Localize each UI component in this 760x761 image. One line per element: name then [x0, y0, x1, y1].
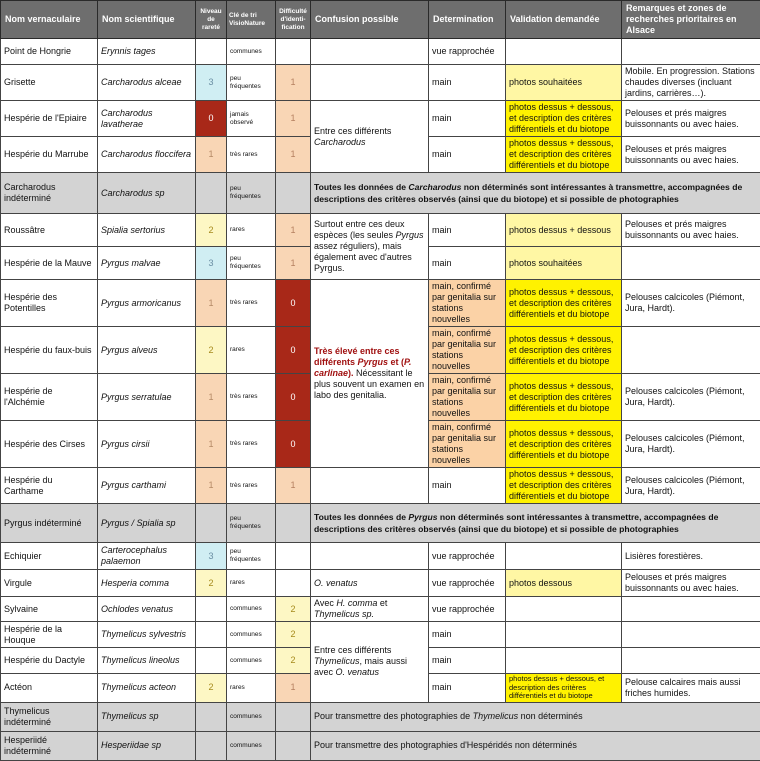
determination-cell: main [429, 674, 506, 703]
scientific-name: Thymelicus sp [98, 702, 196, 731]
header-difficulty: Difficulté d'identi-fication [276, 1, 311, 39]
scientific-name: Carcharodus sp [98, 173, 196, 214]
vernacular-name: Hespérie du Carthame [1, 468, 98, 504]
determination-cell: main [429, 648, 506, 674]
remarks-cell: Pelouse calcaires mais aussi friches humides. [622, 674, 760, 703]
determination-cell: main [429, 214, 506, 247]
header-rarity: Niveau de rareté [196, 1, 227, 39]
validation-cell [506, 543, 622, 570]
rarity-cell [196, 622, 227, 648]
rarity-cell [196, 173, 227, 214]
key-cell: peu fréquentes [227, 173, 276, 214]
validation-cell: photos dessous [506, 570, 622, 597]
determination-cell: main [429, 468, 506, 504]
vernacular-name: Echiquier [1, 543, 98, 570]
validation-cell: photos dessus + dessous, et description des critères différentiels et du biotope [506, 374, 622, 421]
rarity-cell: 2 [196, 674, 227, 703]
rarity-cell: 3 [196, 65, 227, 101]
confusion-cell: Avec H. comma et Thymelicus sp. [311, 597, 429, 622]
header-remarks: Remarques et zones de recherches prioritaires en Alsace [622, 1, 760, 39]
summary-note: Toutes les données de Carcharodus non déterminés sont intéressantes à transmettre, accompagnées de descriptions des critères observés (ainsi que du biotope) et si possible de photographies [311, 173, 760, 214]
key-cell: très rares [227, 374, 276, 421]
remarks-cell: Pelouses et prés maigres buissonnants ou avec haies. [622, 137, 760, 173]
key-cell: rares [227, 674, 276, 703]
difficulty-cell [276, 504, 311, 543]
table-row [1, 65, 760, 101]
vernacular-name: Point de Hongrie [1, 39, 98, 65]
vernacular-name: Roussâtre [1, 214, 98, 247]
vernacular-name: Hespérie des Cirses [1, 421, 98, 468]
table-row [1, 280, 760, 327]
confusion-cell: Entre ces différents Carcharodus [311, 101, 429, 173]
rarity-cell [196, 731, 227, 760]
table-row [1, 570, 760, 597]
rarity-cell: 3 [196, 247, 227, 280]
summary-note: Toutes les données de Pyrgus non déterminés sont intéressantes à transmettre, accompagnées de descriptions des critères observés (ainsi que du biotope) et si possible de photographies [311, 504, 760, 543]
difficulty-cell: 1 [276, 247, 311, 280]
confusion-cell: Entre ces différents Thymelicus, mais aussi avec O. venatus [311, 622, 429, 703]
scientific-name: Carcharodus floccifera [98, 137, 196, 173]
rarity-cell: 1 [196, 137, 227, 173]
scientific-name: Pyrgus armoricanus [98, 280, 196, 327]
difficulty-cell [276, 570, 311, 597]
vernacular-name: Hespérie des Potentilles [1, 280, 98, 327]
remarks-cell: Lisières forestières. [622, 543, 760, 570]
determination-cell: main, confirmé par genitalia sur stations nouvelles [429, 327, 506, 374]
scientific-name: Hesperiidae sp [98, 731, 196, 760]
determination-cell: main, confirmé par genitalia sur stations nouvelles [429, 421, 506, 468]
rarity-cell [196, 648, 227, 674]
confusion-cell [311, 39, 429, 65]
validation-cell: photos dessus + dessous, et description des critères différentiels et du biotope [506, 327, 622, 374]
vernacular-name: Hespérie de la Houque [1, 622, 98, 648]
scientific-name: Erynnis tages [98, 39, 196, 65]
key-cell: très rares [227, 421, 276, 468]
key-cell: communes [227, 622, 276, 648]
vernacular-name: Carcharodus indéterminé [1, 173, 98, 214]
key-cell: très rares [227, 280, 276, 327]
table-row [1, 702, 760, 731]
validation-cell [506, 597, 622, 622]
summary-note: Pour transmettre des photographies d'Hespéridés non déterminés [311, 731, 760, 760]
scientific-name: Pyrgus cirsii [98, 421, 196, 468]
key-cell: peu fréquentes [227, 504, 276, 543]
rarity-cell: 1 [196, 280, 227, 327]
determination-cell: main [429, 101, 506, 137]
difficulty-cell: 1 [276, 137, 311, 173]
validation-cell [506, 39, 622, 65]
validation-cell: photos dessus + dessous, et description des critères différentiels et du biotope [506, 101, 622, 137]
vernacular-name: Thymelicus indéterminé [1, 702, 98, 731]
validation-cell [506, 622, 622, 648]
remarks-cell: Pelouses et prés maigres buissonnants ou avec haies. [622, 101, 760, 137]
key-cell: rares [227, 327, 276, 374]
table-row [1, 173, 760, 214]
table-row [1, 214, 760, 247]
rarity-cell: 1 [196, 374, 227, 421]
table-row [1, 597, 760, 622]
vernacular-name: Hespérie de l'Epiaire [1, 101, 98, 137]
rarity-cell [196, 39, 227, 65]
difficulty-cell: 0 [276, 374, 311, 421]
vernacular-name: Pyrgus indéterminé [1, 504, 98, 543]
determination-cell: vue rapprochée [429, 39, 506, 65]
validation-cell: photos dessus + dessous, et description des critères différentiels et du biotope [506, 137, 622, 173]
difficulty-cell [276, 731, 311, 760]
key-cell: communes [227, 39, 276, 65]
table-row [1, 468, 760, 504]
header-validation: Validation demandée [506, 1, 622, 39]
validation-cell: photos souhaitées [506, 65, 622, 101]
table-row [1, 543, 760, 570]
key-cell: très rares [227, 137, 276, 173]
scientific-name: Thymelicus acteon [98, 674, 196, 703]
difficulty-cell: 1 [276, 214, 311, 247]
scientific-name: Thymelicus lineolus [98, 648, 196, 674]
difficulty-cell: 1 [276, 65, 311, 101]
key-cell: jamais observé [227, 101, 276, 137]
confusion-cell [311, 543, 429, 570]
remarks-cell: Pelouses et prés maigres buissonnants ou avec haies. [622, 570, 760, 597]
scientific-name: Pyrgus / Spialia sp [98, 504, 196, 543]
rarity-cell [196, 504, 227, 543]
remarks-cell: Pelouses calcicoles (Piémont, Jura, Hardt). [622, 421, 760, 468]
key-cell: peu fréquentes [227, 543, 276, 570]
difficulty-cell: 2 [276, 622, 311, 648]
difficulty-cell: 1 [276, 468, 311, 504]
difficulty-cell: 0 [276, 327, 311, 374]
confusion-cell: O. venatus [311, 570, 429, 597]
vernacular-name: Grisette [1, 65, 98, 101]
validation-cell: photos souhaitées [506, 247, 622, 280]
confusion-cell: Surtout entre ces deux espèces (les seules Pyrgus assez réguliers), mais également avec d'autres Pyrgus. [311, 214, 429, 280]
remarks-cell: Pelouses calcicoles (Piémont, Jura, Hardt). [622, 280, 760, 327]
vernacular-name: Hespérie du faux-buis [1, 327, 98, 374]
difficulty-cell: 0 [276, 421, 311, 468]
validation-cell: photos dessus + dessous, et description des critères différentiels et du biotope [506, 674, 622, 703]
scientific-name: Pyrgus carthami [98, 468, 196, 504]
vernacular-name: Hespérie de la Mauve [1, 247, 98, 280]
rarity-cell: 0 [196, 101, 227, 137]
rarity-cell: 1 [196, 468, 227, 504]
rarity-cell: 3 [196, 543, 227, 570]
table-row [1, 731, 760, 760]
scientific-name: Ochlodes venatus [98, 597, 196, 622]
key-cell: communes [227, 731, 276, 760]
key-cell: communes [227, 597, 276, 622]
remarks-cell: Pelouses et prés maigres buissonnants ou avec haies. [622, 214, 760, 247]
determination-cell: main, confirmé par genitalia sur stations nouvelles [429, 280, 506, 327]
remarks-cell: Pelouses calcicoles (Piémont, Jura, Hardt). [622, 468, 760, 504]
key-cell: rares [227, 214, 276, 247]
summary-note: Pour transmettre des photographies de Thymelicus non déterminés [311, 702, 760, 731]
table-row [1, 101, 760, 137]
difficulty-cell: 1 [276, 674, 311, 703]
scientific-name: Carcharodus lavatherae [98, 101, 196, 137]
rarity-cell: 1 [196, 421, 227, 468]
table-row [1, 39, 760, 65]
determination-cell: main [429, 137, 506, 173]
header-confusion: Confusion possible [311, 1, 429, 39]
determination-cell: main [429, 65, 506, 101]
difficulty-cell [276, 543, 311, 570]
determination-cell: main [429, 247, 506, 280]
determination-cell: vue rapprochée [429, 570, 506, 597]
vernacular-name: Hespérie du Marrube [1, 137, 98, 173]
rarity-cell: 2 [196, 214, 227, 247]
table-row [1, 504, 760, 543]
vernacular-name: Virgule [1, 570, 98, 597]
rarity-cell [196, 702, 227, 731]
key-cell: peu fréquentes [227, 65, 276, 101]
scientific-name: Thymelicus sylvestris [98, 622, 196, 648]
confusion-cell: Très élevé entre ces différents Pyrgus et (P. carlinae). Nécessitant le plus souvent un examen en labo des genitalia. [311, 280, 429, 468]
remarks-cell [622, 327, 760, 374]
scientific-name: Pyrgus alveus [98, 327, 196, 374]
confusion-cell [311, 65, 429, 101]
determination-cell: main, confirmé par genitalia sur stations nouvelles [429, 374, 506, 421]
difficulty-cell [276, 173, 311, 214]
scientific-name: Pyrgus malvae [98, 247, 196, 280]
remarks-cell [622, 39, 760, 65]
vernacular-name: Hespérie de l'Alchémie [1, 374, 98, 421]
confusion-cell [311, 468, 429, 504]
difficulty-cell: 0 [276, 280, 311, 327]
key-cell: communes [227, 648, 276, 674]
determination-cell: vue rapprochée [429, 597, 506, 622]
vernacular-name: Sylvaine [1, 597, 98, 622]
validation-cell: photos dessus + dessous, et description des critères différentiels et du biotope [506, 468, 622, 504]
rarity-cell [196, 597, 227, 622]
header-vernacular: Nom vernaculaire [1, 1, 98, 39]
scientific-name: Hesperia comma [98, 570, 196, 597]
key-cell: rares [227, 570, 276, 597]
validation-cell [506, 648, 622, 674]
rarity-cell: 2 [196, 327, 227, 374]
key-cell: très rares [227, 468, 276, 504]
validation-cell: photos dessus + dessous, et description des critères différentiels et du biotope [506, 421, 622, 468]
determination-cell: main [429, 622, 506, 648]
remarks-cell [622, 622, 760, 648]
scientific-name: Pyrgus serratulae [98, 374, 196, 421]
remarks-cell [622, 247, 760, 280]
difficulty-cell: 2 [276, 648, 311, 674]
validation-cell: photos dessus + dessous [506, 214, 622, 247]
key-cell: communes [227, 702, 276, 731]
scientific-name: Spialia sertorius [98, 214, 196, 247]
key-cell: peu fréquentes [227, 247, 276, 280]
table-row [1, 622, 760, 648]
difficulty-cell: 1 [276, 101, 311, 137]
difficulty-cell: 2 [276, 597, 311, 622]
scientific-name: Carcharodus alceae [98, 65, 196, 101]
remarks-cell [622, 648, 760, 674]
rarity-cell: 2 [196, 570, 227, 597]
determination-cell: vue rapprochée [429, 543, 506, 570]
vernacular-name: Hesperiidé indéterminé [1, 731, 98, 760]
header-scientific: Nom scientifique [98, 1, 196, 39]
vernacular-name: Actéon [1, 674, 98, 703]
remarks-cell: Pelouses calcicoles (Piémont, Jura, Hardt). [622, 374, 760, 421]
vernacular-name: Hespérie du Dactyle [1, 648, 98, 674]
scientific-name: Carterocephalus palaemon [98, 543, 196, 570]
remarks-cell [622, 597, 760, 622]
header-determination: Determination [429, 1, 506, 39]
difficulty-cell [276, 39, 311, 65]
difficulty-cell [276, 702, 311, 731]
remarks-cell: Mobile. En progression. Stations chaudes diverses (incluant jardins, carrières…). [622, 65, 760, 101]
header-key: Clé de tri VisioNature [227, 1, 276, 39]
validation-cell: photos dessus + dessous, et description des critères différentiels et du biotope [506, 280, 622, 327]
